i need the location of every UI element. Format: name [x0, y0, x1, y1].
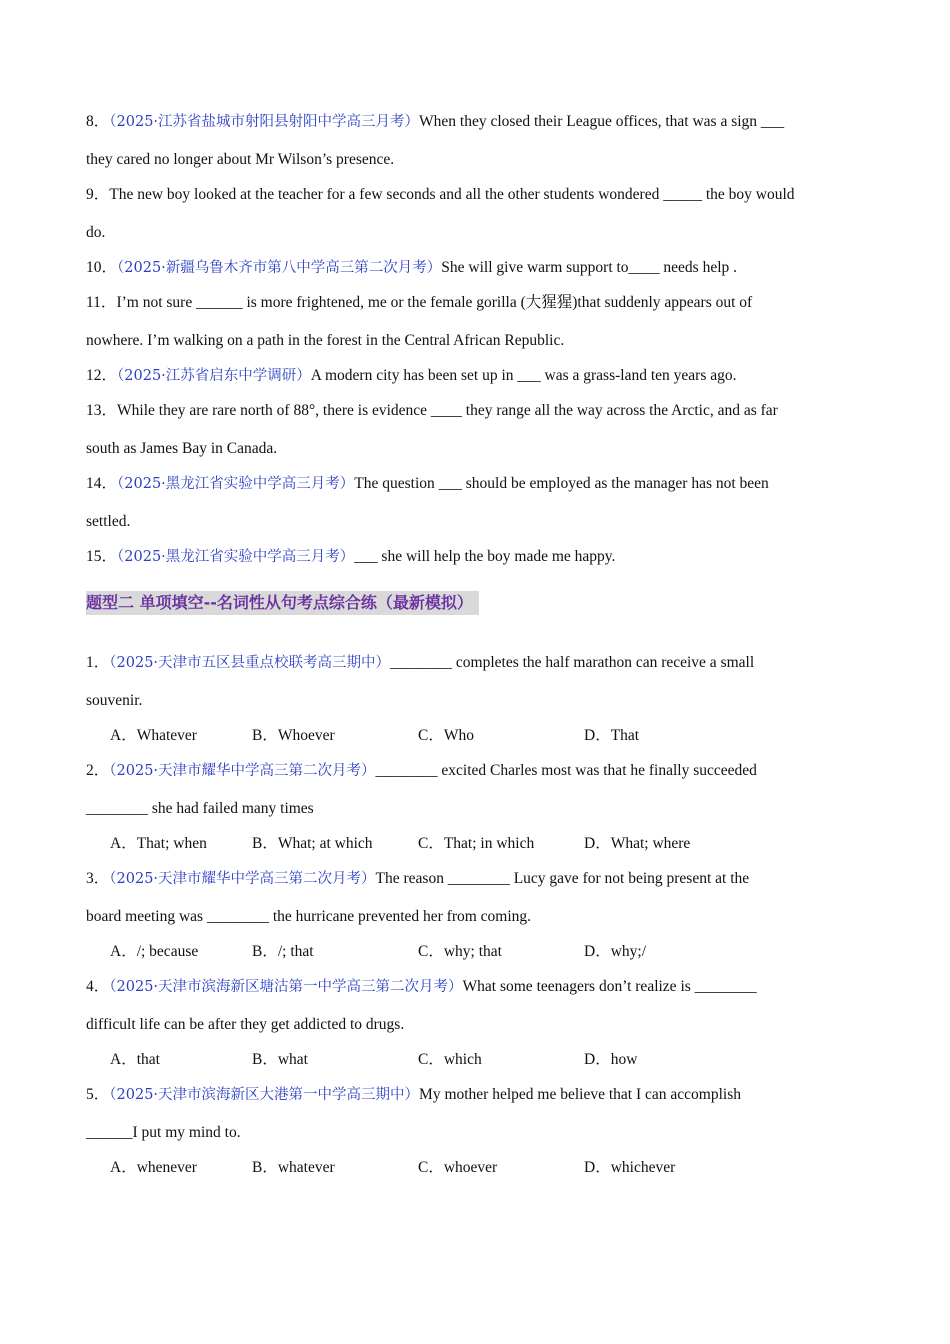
question-number: 9． [86, 186, 110, 203]
question-number: 4． [86, 978, 110, 995]
question-source: （2025·天津市耀华中学高三第二次月考） [109, 763, 376, 779]
question-text: A modern city has been set up in ___ was a grass-land ten years ago. [310, 367, 737, 384]
question-text: ________ excited Charles most was that he finally succeeded [375, 762, 757, 779]
question-source: （2025·新疆乌鲁木齐市第八中学高三第二次月考） [117, 260, 442, 276]
question-source: （2025·黑龙江省实验中学高三月考） [117, 476, 355, 492]
answer-options [110, 726, 868, 746]
option-b[interactable]: B．whatever [252, 1159, 335, 1176]
question-text: While they are rare north of 88°, there is evidence ____ they range all the way across the Arctic, and as far [117, 402, 778, 419]
option-a[interactable]: A．Whatever [110, 727, 197, 744]
question-11 [86, 293, 868, 351]
answer-options [110, 1050, 868, 1070]
question-source: （2025·黑龙江省实验中学高三月考） [117, 549, 355, 565]
question-text: south as James Bay in Canada. [86, 440, 278, 457]
document-page [86, 112, 868, 1193]
option-d[interactable]: D．why;/ [584, 943, 647, 960]
answer-options [110, 942, 868, 962]
question-source: （2025·天津市五区县重点校联考高三期中） [109, 655, 391, 671]
option-b[interactable]: B．what [252, 1051, 308, 1068]
question-number: 13． [86, 402, 118, 419]
question-text: ___ she will help the boy made me happy. [354, 548, 616, 565]
question-text: I’m not sure ______ is more frightened, me or the female gorilla (大猩猩)that suddenly appears out of [116, 294, 753, 311]
option-d[interactable]: D．how [584, 1051, 638, 1068]
question-number: 11． [86, 294, 117, 311]
question-text: nowhere. I’m walking on a path in the forest in the Central African Republic. [86, 332, 565, 349]
option-a[interactable]: A．/; because [110, 943, 199, 960]
option-c[interactable]: C．Who [418, 727, 474, 744]
question-number: 2． [86, 762, 110, 779]
answer-options [110, 1158, 868, 1178]
question-text: My mother helped me believe that I can accomplish [419, 1086, 741, 1103]
question-text: The question ___ should be employed as the manager has not been [354, 475, 769, 492]
question-text: The reason ________ Lucy gave for not being present at the [375, 870, 750, 887]
question-number: 15． [86, 548, 118, 565]
question-text: do. [86, 224, 106, 241]
option-d[interactable]: D．whichever [584, 1159, 676, 1176]
question-8 [86, 112, 868, 170]
mcq-question-3 [86, 869, 868, 962]
question-10 [86, 258, 868, 278]
mcq-question-1 [86, 653, 868, 746]
question-text: The new boy looked at the teacher for a few seconds and all the other students wondered _____ the boy would [109, 186, 795, 203]
question-number: 14． [86, 475, 118, 492]
option-b[interactable]: B．What; at which [252, 835, 373, 852]
mcq-question-4 [86, 977, 868, 1070]
option-c[interactable]: C．which [418, 1051, 482, 1068]
option-d[interactable]: D．That [584, 727, 640, 744]
section-heading: 题型二 单项填空--名词性从句考点综合练（最新模拟） [86, 591, 479, 615]
question-source: （2025·天津市滨海新区塘沽第一中学高三第二次月考） [109, 979, 463, 995]
question-number: 8． [86, 113, 110, 130]
question-text: ______I put my mind to. [86, 1124, 241, 1141]
question-source: （2025·天津市滨海新区大港第一中学高三期中） [109, 1087, 420, 1103]
question-text: What some teenagers don’t realize is ________ [462, 978, 757, 995]
question-text: When they closed their League offices, that was a sign ___ [419, 113, 785, 130]
mcq-question-2 [86, 761, 868, 854]
option-b[interactable]: B．Whoever [252, 727, 335, 744]
question-text: ________ completes the half marathon can receive a small [390, 654, 755, 671]
question-text: settled. [86, 513, 131, 530]
option-c[interactable]: C．why; that [418, 943, 502, 960]
mcq-question-5 [86, 1085, 868, 1178]
question-number: 5． [86, 1086, 110, 1103]
option-a[interactable]: A．That; when [110, 835, 207, 852]
question-source: （2025·江苏省盐城市射阳县射阳中学高三月考） [109, 114, 420, 130]
answer-options [110, 834, 868, 854]
question-text: board meeting was ________ the hurricane prevented her from coming. [86, 908, 532, 925]
question-number: 12． [86, 367, 118, 384]
question-source: （2025·天津市耀华中学高三第二次月考） [109, 871, 376, 887]
question-text: She will give warm support to____ needs help . [441, 259, 738, 276]
option-a[interactable]: A．that [110, 1051, 160, 1068]
question-text: ________ she had failed many times [86, 800, 314, 817]
question-number: 1． [86, 654, 110, 671]
question-text: they cared no longer about Mr Wilson’s presence. [86, 151, 395, 168]
option-c[interactable]: C．That; in which [418, 835, 535, 852]
question-number: 10． [86, 259, 118, 276]
question-9 [86, 185, 868, 243]
option-d[interactable]: D．What; where [584, 835, 691, 852]
question-text: difficult life can be after they get addicted to drugs. [86, 1016, 405, 1033]
question-14 [86, 474, 868, 532]
option-c[interactable]: C．whoever [418, 1159, 498, 1176]
option-b[interactable]: B．/; that [252, 943, 314, 960]
question-12 [86, 366, 868, 386]
question-13 [86, 401, 868, 459]
question-15 [86, 547, 868, 567]
question-source: （2025·江苏省启东中学调研） [117, 368, 311, 384]
option-a[interactable]: A．whenever [110, 1159, 197, 1176]
question-number: 3． [86, 870, 110, 887]
question-text: souvenir. [86, 692, 143, 709]
